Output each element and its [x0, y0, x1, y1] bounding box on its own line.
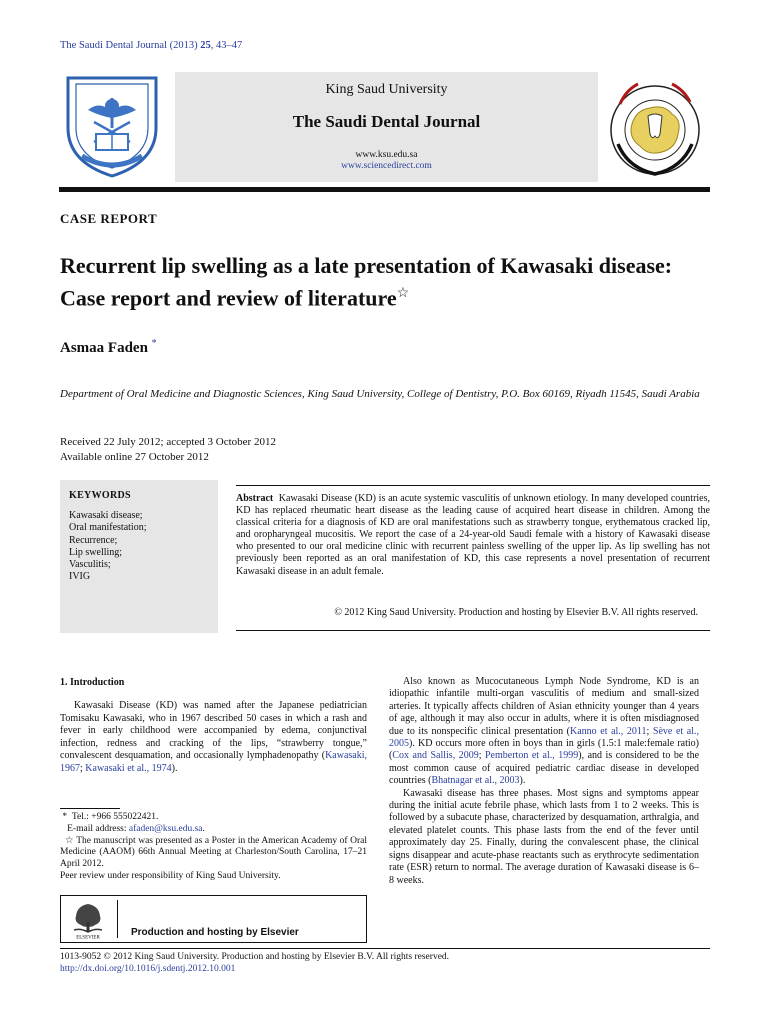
intro-heading: 1. Introduction: [60, 677, 125, 688]
journal-name: The Saudi Dental Journal: [292, 112, 481, 131]
right-paragraph-1: [389, 676, 699, 788]
right-text: ). KD occurs more often in boys than in girls (1.5:1 male:female ratio) (: [389, 738, 699, 762]
citation-volume: 25: [200, 40, 211, 51]
university-name: King Saud University: [325, 82, 448, 97]
url-sciencedirect[interactable]: www.sciencedirect.com: [341, 161, 432, 171]
affiliation: Department of Oral Medicine and Diagnostic Sciences, King Saud University, College of Dentistry, P.O. Box 60169, Riyadh 11545, Saudi Arabia: [60, 388, 700, 400]
footnote-rule: [60, 808, 120, 809]
footer-rule: [60, 948, 710, 949]
elsevier-tree-icon: [69, 900, 107, 940]
right-text: ), and is considered to be the most common cause of acquired pediatric cardiac disease in developed countries (: [389, 750, 700, 787]
received-date: Received 22 July 2012; accepted 3 October 2012: [60, 436, 276, 448]
footer: [60, 952, 449, 975]
email-label: E-mail address:: [67, 823, 129, 834]
elsevier-divider: [117, 900, 118, 938]
header-rule: [59, 187, 710, 192]
citation-link[interactable]: Kawasaki, 1967: [60, 750, 367, 774]
footnote-tel: [60, 812, 367, 824]
footnote-star-mark: ☆: [65, 835, 74, 846]
intro-text-end: ).: [171, 762, 178, 774]
citation-journal: The Saudi Dental Journal (2013): [60, 40, 198, 51]
footnotes: [60, 812, 367, 883]
footnote-poster-text: The manuscript was presented as a Poster in the American Academy of Oral Medicine (AAOM) 66th Annual Meeting at Charleston/South Carolina, 17–21 April 2012.: [60, 835, 367, 870]
footnote-tel-text: Tel.: +966 555022421.: [71, 812, 159, 822]
article-type: CASE REPORT: [60, 211, 158, 226]
keyword-item: IVIG: [69, 571, 91, 583]
keywords-title: KEYWORDS: [69, 490, 131, 501]
online-date: Available online 27 October 2012: [60, 451, 209, 463]
abstract-label: Abstract: [236, 493, 274, 504]
abstract-top-rule: [236, 485, 710, 486]
elsevier-box: [60, 895, 367, 943]
intro-text: Kawasaki Disease (KD) was named after the Japanese pediatrician Tomisaku Kawasaki, who in 1967 described 50 cases in which a rash and fever in early childhood were accompanied by edema, conjunctival infection, redness and cracking of the lips, “strawberry tongue,” convalescent desquamation, and occasionally lymphadenopathy (: [60, 700, 367, 762]
author-footnote-mark[interactable]: *: [151, 338, 157, 349]
citation-link[interactable]: Sève et al., 2005: [389, 725, 699, 750]
article-title: [60, 252, 710, 312]
author: [60, 338, 157, 357]
abstract-bottom-rule: [236, 630, 710, 631]
citation-sep: ;: [478, 750, 485, 762]
footnote-peer: Peer review under responsibility of King Saud University.: [60, 870, 281, 881]
intro-paragraph: [60, 700, 367, 776]
citation-pages: , 43–47: [210, 40, 243, 51]
citation-link[interactable]: Cox and Sallis, 2009: [392, 750, 479, 762]
elsevier-logo-label: ELSEVIER: [76, 935, 100, 940]
right-paragraph-2: Kawasaki disease has three phases. Most signs and symptoms appear during the initial acute febrile phase, which lasts from 1 to 2 weeks. This is followed by a subacute phase, characterized by desquamation, arthralgia, and elevated platelet counts. This phase lasts from the end of the fever until approximately day 25. Finally, during the convalescent phase, the clinical signs disappear and acute-phase reactants such as erythrocyte sedimentation rate (ESR) return to normal. The average duration of Kawasaki disease is 6–8 weeks.: [389, 787, 699, 886]
journal-banner: [175, 72, 598, 182]
right-text: Also known as Mucocutaneous Lymph Node Syndrome, KD is an idiopathic infantile multi-organ vasculitis of medium and small-sized arteries. It typically affects children of Asian ethnicity younger than 4 years of age, although it may also occur in adults, where it is often misdiagnosed due to its nonspecific clinical presentation (: [389, 676, 699, 737]
keyword-item: Recurrence;: [69, 534, 118, 546]
abstract-text: Kawasaki Disease (KD) is an acute systemic vasculitis of unknown etiology. In many developed countries, KD has replaced rheumatic heart disease as the leading cause of acquired heart disease in children. Among the classical criteria for a diagnosis of KD are oral manifestations such as strawberry tongue, erythematous cracked lip, and oropharyngeal mucositis. We report the case of a 24-year-old Saudi female with a history of Kawasaki disease who presented to our oral medicine clinic with recurrent painless swelling of the upper lip. As lip swelling has not previously been reported as an oral manifestation of KD, this case represents a novel presentation of recurrent Kawasaki disease in an adult female.: [236, 493, 711, 577]
citation-sep: ;: [80, 762, 86, 774]
keyword-item: Vasculitis;: [69, 559, 111, 571]
title-footnote-mark[interactable]: ☆: [396, 286, 410, 301]
right-text-end: ).: [519, 775, 526, 787]
ksu-emblem-icon: [58, 70, 166, 180]
url-ksu[interactable]: www.ksu.edu.sa: [355, 150, 418, 160]
keywords-box: [60, 480, 218, 633]
abstract-copyright: © 2012 King Saud University. Production and hosting by Elsevier B.V. All rights reserved.: [334, 607, 698, 618]
keyword-item: Oral manifestation;: [69, 522, 147, 534]
article-title-text: Recurrent lip swelling as a late presentation of Kawasaki disease: Case report and review of literature: [60, 253, 673, 311]
saudi-dental-society-emblem-icon: [606, 72, 704, 184]
footer-issn: 1013-9052 © 2012 King Saud University. Production and hosting by Elsevier B.V. All rights reserved.: [60, 952, 450, 962]
article-dates: [60, 435, 276, 465]
keyword-item: Kawasaki disease;: [69, 510, 143, 521]
email-link[interactable]: afaden@ksu.edu.sa: [128, 823, 203, 834]
keyword-item: Lip swelling;: [69, 546, 123, 558]
abstract: [236, 493, 710, 578]
footnote-star: *: [62, 812, 68, 822]
citation-link[interactable]: Pemberton et al., 1999: [485, 750, 579, 762]
email-dot: .: [202, 823, 205, 834]
footer-doi-link[interactable]: http://dx.doi.org/10.1016/j.sdentj.2012.10.001: [60, 963, 236, 974]
citation-link[interactable]: Kanno et al., 2011: [570, 725, 647, 737]
footnote-email: [60, 824, 367, 836]
citation-link[interactable]: Bhatnagar et al., 2003: [431, 775, 520, 787]
footnote-poster: [60, 836, 367, 871]
citation-link[interactable]: Kawasaki et al., 1974: [85, 762, 172, 774]
author-name: Asmaa Faden: [60, 340, 148, 356]
journal-urls: [175, 150, 598, 172]
citation-sep: ;: [646, 725, 653, 737]
elsevier-text: Production and hosting by Elsevier: [131, 927, 299, 938]
journal-citation[interactable]: [60, 40, 242, 51]
right-column: [389, 676, 699, 887]
keywords-list: [69, 510, 146, 584]
